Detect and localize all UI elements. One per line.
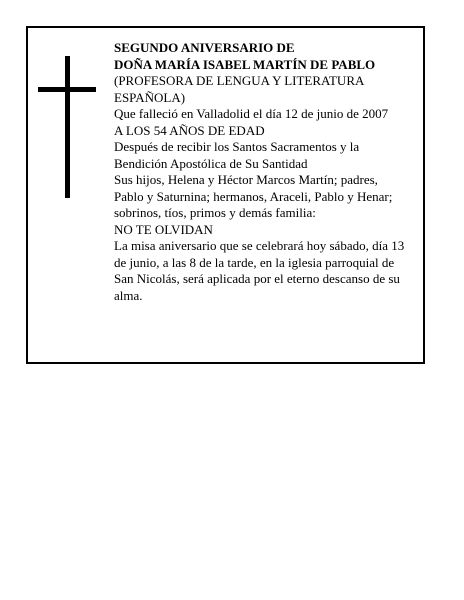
notice-text	[114, 40, 420, 304]
death-line: Que falleció en Valladolid el día 12 de junio de 2007	[114, 106, 389, 121]
mass-line-3: San Nicolás, será aplicada por el eterno descanso de su	[114, 271, 400, 286]
mass-line-2: de junio, a las 8 de la tarde, en la iglesia parroquial de	[114, 254, 395, 270]
family-line-3: sobrinos, tíos, primos y demás familia:	[114, 205, 316, 220]
family-line-1: Sus hijos, Helena y Héctor Marcos Martín; padres,	[114, 172, 378, 187]
sacraments-line-1: Después de recibir los Santos Sacramentos y la	[114, 139, 360, 154]
profession-line-1: (PROFESORA DE LENGUA Y LITERATURA	[114, 73, 365, 88]
heading-line-2: DOÑA MARÍA ISABEL MARTÍN DE PABLO	[114, 56, 376, 72]
cross-vertical-bar	[65, 56, 70, 198]
mass-line-4: alma.	[114, 287, 143, 303]
family-line-2: Pablo y Saturnina; hermanos, Araceli, Pablo y Henar;	[114, 188, 393, 204]
cross-horizontal-bar	[38, 87, 96, 92]
mass-line-1: La misa aniversario que se celebrará hoy sábado, día 13	[114, 238, 405, 253]
sacraments-line-2: Bendición Apostólica de Su Santidad	[114, 155, 308, 171]
profession-line-2: ESPAÑOLA)	[114, 89, 186, 105]
remembrance-line: NO TE OLVIDAN	[114, 221, 213, 237]
obituary-notice	[26, 26, 425, 364]
cross-icon	[38, 56, 96, 198]
heading-line-1: SEGUNDO ANIVERSARIO DE	[114, 40, 295, 55]
age-line: A LOS 54 AÑOS DE EDAD	[114, 122, 265, 138]
